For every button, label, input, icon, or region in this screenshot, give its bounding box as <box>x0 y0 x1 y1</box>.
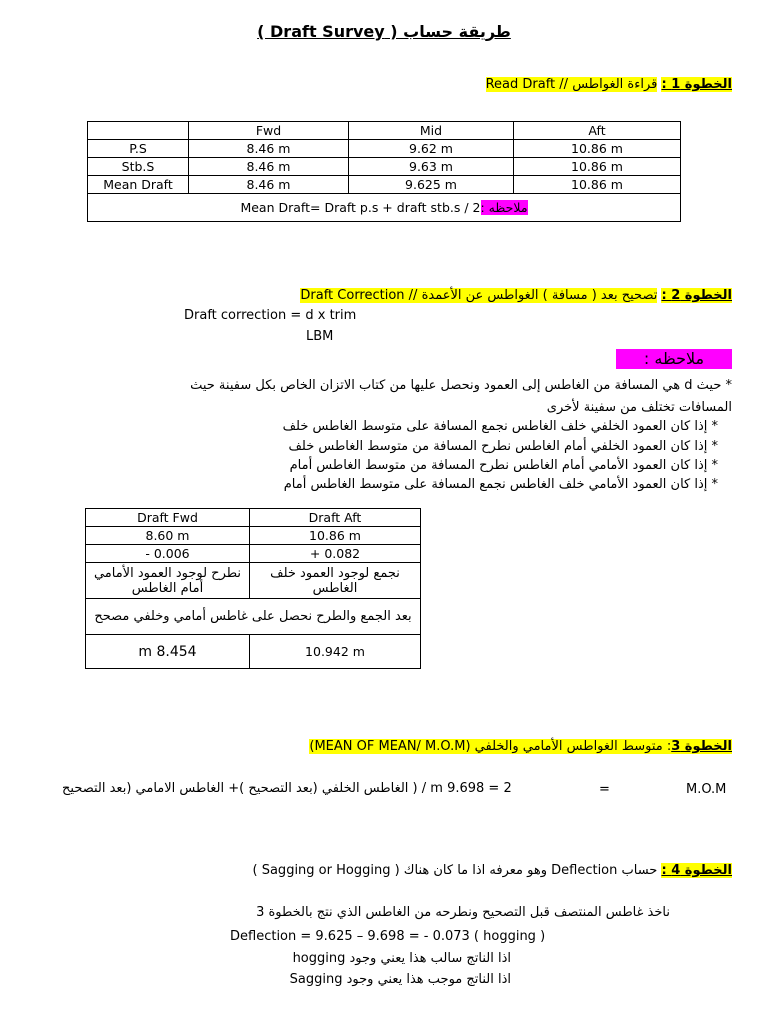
rule-line: * إذا كان العمود الأمامي أمام الغاطس نطرح المسافة من متوسط الغاطس أمام <box>289 458 718 473</box>
correction-formula-denominator: LBM <box>306 329 334 344</box>
table1-cell: 10.86 m <box>514 176 681 194</box>
mean-draft-formula: Mean Draft= Draft p.s + draft stb.s / 2 <box>240 200 481 215</box>
table1-cell: 9.63 m <box>349 158 514 176</box>
mom-formula: m 9.698 = 2 / ( الغاطس الخلفي (بعد التصحيح )+ الغاطس الامامي (بعد التصحيح <box>62 781 512 796</box>
table1-cell: 10.86 m <box>514 158 681 176</box>
hogging-rule: اذا الناتج سالب هذا يعني وجود hogging <box>292 951 511 966</box>
rule-line: * إذا كان العمود الأمامي خلف الغاطس نجمع المسافة على متوسط الغاطس أمام <box>283 477 718 492</box>
table2-header-cell: Draft Aft <box>250 509 421 527</box>
deflection-explain: ناخذ غاطس المنتصف قبل التصحيح ونطرحه من الغاطس الذي نتج بالخطوة 3 <box>256 905 670 920</box>
table2-result-cell: 10.942 m <box>250 635 421 669</box>
step1-heading: الخطوة 1 : <box>661 77 732 92</box>
table2-cell: نجمع لوجود العمود خلف الغاطس <box>250 563 421 599</box>
rule-line: * إذا كان العمود الخلفي أمام الغاطس نطرح المسافة من متوسط الغاطس خلف <box>288 439 718 454</box>
mom-equals: = <box>599 782 610 797</box>
mean-draft-note-cell <box>88 194 681 222</box>
table1-cell: P.S <box>88 140 189 158</box>
explain-line-1: * حيث d هي المسافة من الغاطس إلى العمود ونحصل عليها من كتاب الاتزان الخاص بكل سفينة حيث <box>190 378 732 393</box>
step4-text: حساب Deflection وهو معرفه اذا ما كان هناك ( Sagging or Hogging ) <box>252 863 658 878</box>
step1-text: قراءة الغواطس // Read Draft <box>485 77 658 92</box>
step2-heading: الخطوة 2 : <box>661 288 732 303</box>
table2-merged-cell: بعد الجمع والطرح نحصل على غاطس أمامي وخلفي مصحح <box>86 599 421 635</box>
table-row <box>88 158 681 176</box>
rule-line: * إذا كان العمود الخلفي خلف الغاطس نجمع المسافة على متوسط الغاطس خلف <box>282 419 718 434</box>
page-title: طريقة حساب ( Draft Survey ) <box>257 22 511 41</box>
table1-header-cell: Mid <box>349 122 514 140</box>
draft-readings-table <box>87 121 681 222</box>
step2-text: تصحيح بعد ( مسافة ) الغواطس عن الأعمدة // Draft Correction <box>300 288 658 303</box>
table1-cell: 9.62 m <box>349 140 514 158</box>
corrected-draft-table <box>85 508 421 669</box>
step3-text: : متوسط الغواطس الأمامي والخلفي (MEAN OF MEAN/ M.O.M) <box>309 739 672 754</box>
table1-cell: Mean Draft <box>88 176 189 194</box>
table1-header-cell: Aft <box>514 122 681 140</box>
note-label-step2: ملاحظه : <box>616 349 732 369</box>
step3-heading: الخطوة 3 <box>671 739 732 754</box>
table-row <box>86 545 421 563</box>
table2-cell: نطرح لوجود العمود الأمامي أمام الغاطس <box>86 563 250 599</box>
table-row <box>88 176 681 194</box>
table2-result-cell: m 8.454 <box>86 635 250 669</box>
step3-line <box>309 739 732 754</box>
formula-text: Draft correction = d x trim <box>184 308 357 323</box>
table1-cell: 8.46 m <box>189 158 349 176</box>
table-row <box>86 527 421 545</box>
correction-formula-numerator <box>184 308 356 323</box>
table2-cell: 10.86 m <box>250 527 421 545</box>
table1-header-cell <box>88 122 189 140</box>
explain-line-2: المسافات تختلف من سفينة لأخرى <box>546 400 732 415</box>
table1-header-cell: Fwd <box>189 122 349 140</box>
table-row <box>86 599 421 635</box>
table2-cell: 8.60 m <box>86 527 250 545</box>
table2-header-cell: Draft Fwd <box>86 509 250 527</box>
step2-line <box>300 288 732 303</box>
table-row <box>86 635 421 669</box>
step4-heading: الخطوة 4 : <box>661 863 732 878</box>
table1-cell: 8.46 m <box>189 176 349 194</box>
table2-cell: - 0.006 <box>86 545 250 563</box>
table1-cell: Stb.S <box>88 158 189 176</box>
table1-cell: 10.86 m <box>514 140 681 158</box>
table-row <box>86 563 421 599</box>
mom-label: M.O.M <box>686 782 727 797</box>
step4-line <box>253 863 733 878</box>
step1-line <box>486 77 732 92</box>
deflection-formula: Deflection = 9.625 – 9.698 = - 0.073 ( hogging ) <box>230 929 546 944</box>
table-row <box>88 140 681 158</box>
table2-cell: + 0.082 <box>250 545 421 563</box>
table1-cell: 8.46 m <box>189 140 349 158</box>
sagging-rule: اذا الناتج موجب هذا يعني وجود Sagging <box>289 972 511 987</box>
note-label: ملاحظه : <box>480 200 528 215</box>
table1-cell: 9.625 m <box>349 176 514 194</box>
